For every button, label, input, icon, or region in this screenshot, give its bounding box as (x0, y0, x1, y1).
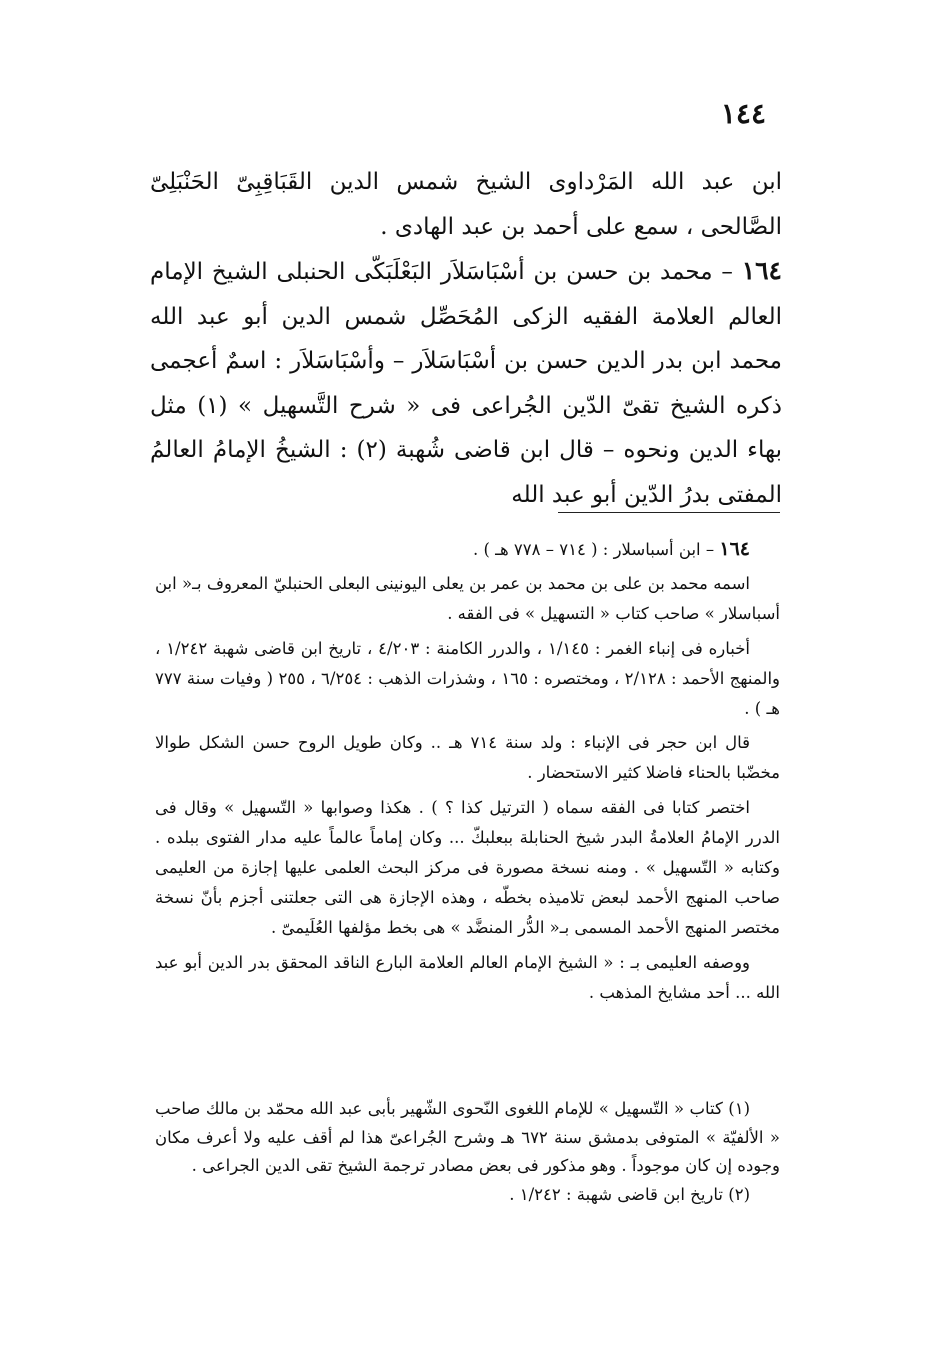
entry-text: – محمد بن حسن بن أسْبَاسَلاَر البَعْلَبَكّى الحنبلى الشيخ الإمام العالم العلامة الفقيه الزكى المُحَصِّل شمس الدين أبو عبد الله محمد ابن بدر الدين حسن بن أسْبَاسَلاَر – وأسْبَاسَلاَر : اسمٌ أعجمى ذكره الشيخ تقىّ الدّين الجُراعى فى « شرح التَّسهيل » (١) مثل بهاء الدين ونحوه – قال ابن قاضى شُهبة (٢) : الشيخُ الإمامُ العالمُ المفتى بدرُ الدّين أبو عبد الله (150, 259, 782, 508)
continuation-paragraph: ابن عبد الله المَرْداوى الشيخ شمس الدين القَبَاقِبِىّ الحَنْبَلِىّ الصَّالحى ، سمع على أحمد بن عبد الهادى . (150, 169, 782, 240)
notes-entry-number: ١٦٤ (719, 538, 750, 560)
notes-paragraph: ووصفه العليمى بـ : « الشيخ الإمام العالم العلامة البارع الناقد المحقق بدر الدين أبو عبد الله ... أحد مشايخ المذهب . (155, 952, 780, 1002)
notes-paragraph: أخباره فى إنباء الغمر : ١/١٤٥ ، والدرر الكامنة : ٤/٢٠٣ ، تاريخ ابن قاضى شهبة ١/٢٤٢ ، والمنهج الأحمد : ٢/١٢٨ ، ومختصره : ١٦٥ ، وشذرات الذهب : ٦/٢٥٤ ، ٢٥٥ ( وفيات سنة ٧٧٧ هـ ) . (155, 638, 781, 719)
footnote-2: (٢) تاريخ ابن قاضى شهبة : ١/٢٤٢ . (509, 1184, 750, 1204)
main-text (150, 160, 782, 517)
notes-heading (155, 534, 780, 565)
entry-paragraph (150, 249, 782, 517)
notes-paragraph: اختصر كتابا فى الفقه سماه ( الترتيل كذا ؟ ) . هكذا وصوابها « التّسهيل » وقال فى الدرر الإمامُ العلامةُ البدر شيخ الحنابلة ببعلبكّ ... وكان إماماً عالماً عليه مدار الفتوى ببلده . وكتابه « التّسهيل » . ومنه نسخة مصورة فى مركز البحث العلمى عليها إجازة من العليمى صاحب المنهج الأحمد لبعض تلاميذه بخطّه ، وهذه الإجازة هى التى جعلتنى أجزم بأنّ نسخة مختصر المنهج الأحمد المسمى بـ« الدُّر المنضَّد » هى بخط مؤلفها العُلَيمىّ . (155, 797, 780, 938)
editor-notes (155, 534, 780, 1012)
footnote-separator (558, 512, 780, 513)
notes-paragraph: قال ابن حجر فى الإنباء : ولد سنة ٧١٤ هـ .. وكان طويل الروح حسن الشكل طوالا مخضّبا بالحناء فاضلا كثير الاستحضار . (155, 733, 780, 783)
page-number: ١٤٤ (720, 97, 766, 130)
footnote-1: (١) كتاب « التّسهيل » للإمام اللغوى النّحوى الشّهير بأبى عبد الله محمّد بن مالك صاحب « الألفيّة » المتوفى بدمشق سنة ٦٧٢ هـ وشرح الجُراعىّ هذا لم أقف عليه ولا أعرف مكان وجوده إن كان موجوداً . وهو مذكور فى بعض مصادر ترجمة الشيخ تقى الدين الجراعى . (155, 1099, 780, 1176)
entry-number: ١٦٤ (741, 256, 782, 285)
notes-heading-text: – ابن أسباسلار : ( ٧١٤ – ٧٧٨ هـ ) . (472, 540, 720, 559)
footnotes (155, 1095, 780, 1209)
notes-paragraph: اسمه محمد بن على بن محمد بن عمر بن يعلى اليونينى البعلى الحنبليّ المعروف بـ« ابن أسباسلار » صاحب كتاب « التسهيل » فى الفقه . (155, 574, 780, 624)
